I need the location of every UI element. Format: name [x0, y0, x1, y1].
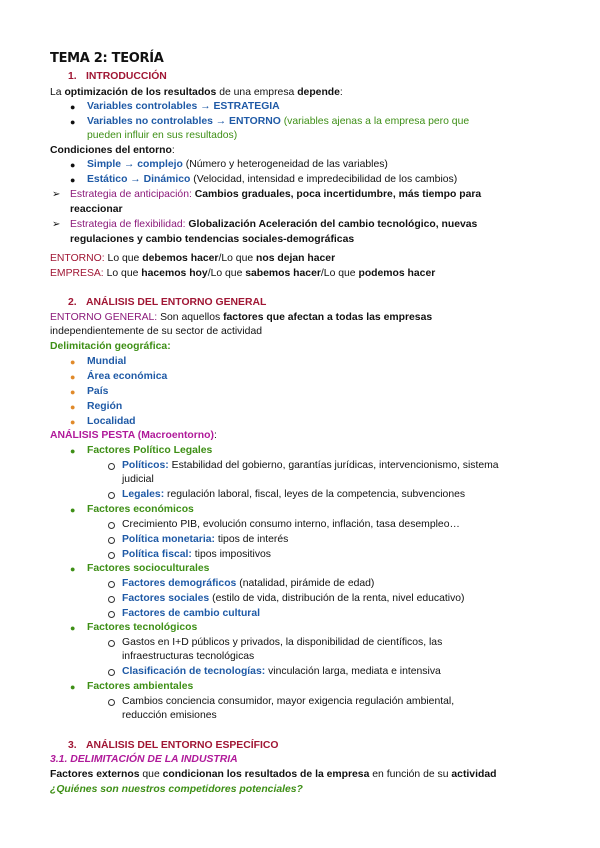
section-number: 3. — [68, 740, 77, 751]
arrow-bullet-icon: ➢ — [52, 189, 61, 200]
factor-heading: Factores Político Legales — [87, 445, 213, 456]
intro-line: La optimización de los resultados de una empresa depende: — [50, 87, 343, 98]
section-1-heading — [68, 70, 167, 84]
sub-item: Factores demográficos (natalidad, pirámide de edad) — [122, 578, 375, 589]
list-item-continuation: pueden influir en sus resultados) — [87, 130, 238, 141]
bullet-icon: ● — [70, 682, 76, 692]
factor-heading: Factores socioculturales — [87, 563, 210, 574]
hollow-bullet-icon — [108, 640, 115, 647]
list-item-continuation: regulaciones y cambio tendencias sociales-demográficas — [70, 234, 355, 245]
entorno-line: ENTORNO: Lo que debemos hacer/Lo que nos dejan hacer — [50, 253, 336, 264]
geo-item: Localidad — [87, 416, 136, 427]
sub-item: Factores de cambio cultural — [122, 608, 261, 619]
hollow-bullet-icon — [108, 581, 115, 588]
geographic-delimitation-label: Delimitación geográfica: — [50, 341, 171, 352]
section-title: ANÁLISIS DEL ENTORNO ESPECÍFICO — [86, 740, 279, 751]
list-item: Variables no controlables → ENTORNO (variables ajenas a la empresa pero que — [87, 116, 470, 127]
list-item: Estrategia de anticipación: Cambios graduales, poca incertidumbre, más tiempo para — [70, 189, 482, 200]
sub-item-continuation: infraestructuras tecnológicas — [122, 651, 255, 662]
bullet-icon: ● — [70, 160, 76, 170]
hollow-bullet-icon — [108, 669, 115, 676]
hollow-bullet-icon — [108, 492, 115, 499]
sub-item: Gastos en I+D públicos y privados, la disponibilidad de científicos, las — [122, 637, 443, 648]
page-title: TEMA 2: TEORÍA — [50, 51, 164, 66]
general-definition-continuation: independientemente de su sector de actividad — [50, 326, 262, 337]
hollow-bullet-icon — [108, 596, 115, 603]
sub-item: Legales: regulación laboral, fiscal, leyes de la competencia, subvenciones — [122, 489, 466, 500]
bullet-icon: ● — [70, 402, 76, 412]
list-item: Estrategia de flexibilidad: Globalización Aceleración del cambio tecnológico, nuevas — [70, 219, 478, 230]
sub-item-continuation: judicial — [122, 474, 154, 485]
bullet-icon: ● — [70, 505, 76, 515]
bullet-icon: ● — [70, 357, 76, 367]
section-title: ANÁLISIS DEL ENTORNO GENERAL — [86, 297, 267, 308]
sub-item-continuation: reducción emisiones — [122, 710, 217, 721]
bullet-icon: ● — [70, 175, 76, 185]
bullet-icon: ● — [70, 446, 76, 456]
pesta-heading: ANÁLISIS PESTA (Macroentorno): — [50, 430, 217, 441]
external-factors-line: Factores externos que condicionan los resultados de la empresa en función de su actividad — [50, 769, 497, 780]
general-definition: ENTORNO GENERAL: Son aquellos factores que afectan a todas las empresas — [50, 312, 433, 323]
bullet-icon: ● — [70, 564, 76, 574]
bullet-icon: ● — [70, 417, 76, 427]
list-item: Simple → complejo (Número y heterogeneidad de las variables) — [87, 159, 388, 170]
subsection-heading: 3.1. DELIMITACIÓN DE LA INDUSTRIA — [50, 754, 238, 765]
factor-heading: Factores económicos — [87, 504, 194, 515]
section-2-heading — [68, 296, 266, 310]
hollow-bullet-icon — [108, 552, 115, 559]
list-item-continuation: reaccionar — [70, 204, 123, 215]
geo-item: Área económica — [87, 371, 168, 382]
sub-item: Política fiscal: tipos impositivos — [122, 549, 271, 560]
sub-item: Crecimiento PIB, evolución consumo interno, inflación, tasa desempleo… — [122, 519, 460, 530]
competitors-question: ¿Quiénes son nuestros competidores potenciales? — [50, 784, 303, 795]
empresa-line: EMPRESA: Lo que hacemos hoy/Lo que sabemos hacer/Lo que podemos hacer — [50, 268, 436, 279]
sub-item: Política monetaria: tipos de interés — [122, 534, 289, 545]
bullet-icon: ● — [70, 102, 76, 112]
hollow-bullet-icon — [108, 699, 115, 706]
hollow-bullet-icon — [108, 522, 115, 529]
geo-item: Región — [87, 401, 123, 412]
bullet-icon: ● — [70, 387, 76, 397]
list-item: Variables controlables → ESTRATEGIA — [87, 101, 280, 112]
arrow-bullet-icon: ➢ — [52, 219, 61, 230]
conditions-label: Condiciones del entorno: — [50, 145, 175, 156]
geo-item: Mundial — [87, 356, 127, 367]
geo-item: País — [87, 386, 109, 397]
section-number: 1. — [68, 71, 77, 82]
section-3-heading — [68, 739, 278, 753]
hollow-bullet-icon — [108, 611, 115, 618]
list-item: Estático → Dinámico (Velocidad, intensidad e impredecibilidad de los cambios) — [87, 174, 458, 185]
bullet-icon: ● — [70, 117, 76, 127]
hollow-bullet-icon — [108, 537, 115, 544]
hollow-bullet-icon — [108, 463, 115, 470]
section-title: INTRODUCCIÓN — [86, 71, 167, 82]
factor-heading: Factores ambientales — [87, 681, 194, 692]
sub-item: Factores sociales (estilo de vida, distribución de la renta, nivel educativo) — [122, 593, 465, 604]
sub-item: Políticos: Estabilidad del gobierno, garantías jurídicas, intervencionismo, sistema — [122, 460, 499, 471]
bullet-icon: ● — [70, 623, 76, 633]
section-number: 2. — [68, 297, 77, 308]
factor-heading: Factores tecnológicos — [87, 622, 198, 633]
sub-item: Clasificación de tecnologías: vinculación larga, mediata e intensiva — [122, 666, 441, 677]
sub-item: Cambios conciencia consumidor, mayor exigencia regulación ambiental, — [122, 696, 455, 707]
bullet-icon: ● — [70, 372, 76, 382]
